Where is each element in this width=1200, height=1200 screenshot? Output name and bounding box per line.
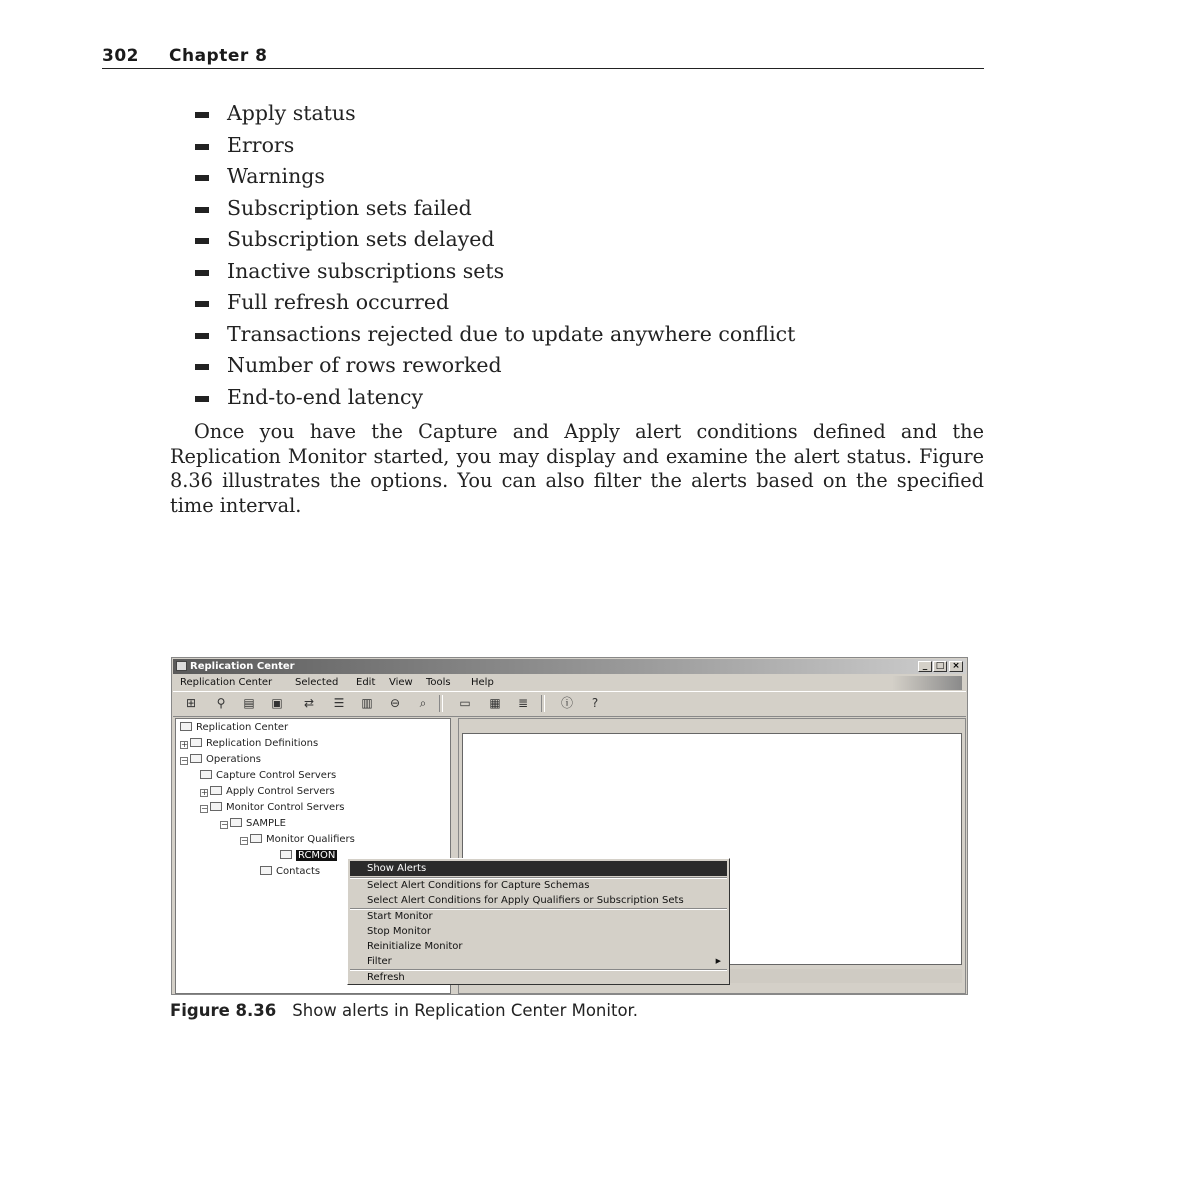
bullet-marker [195, 364, 209, 370]
folder-icon [260, 866, 272, 875]
tree-node-contacts[interactable]: Contacts [260, 865, 320, 879]
menu-replication-center[interactable]: Replication Center [180, 677, 273, 688]
minimize-icon[interactable]: _ [918, 661, 932, 672]
close-icon[interactable]: × [949, 661, 963, 672]
maximize-icon[interactable]: □ [933, 661, 947, 672]
collapse-icon[interactable]: − [201, 804, 208, 813]
menu-item-select-alert-conditions-apply[interactable]: Select Alert Conditions for Apply Qualifiers or Subscription Sets [367, 895, 684, 906]
server-folder-icon [210, 802, 222, 811]
figure-caption [170, 1001, 638, 1020]
toolbar-separator [439, 695, 443, 712]
menu-view[interactable]: View [389, 677, 413, 688]
bullet-marker [195, 301, 209, 307]
context-menu [347, 858, 730, 985]
tree-node-sample[interactable]: − SAMPLE [221, 818, 286, 829]
bullet-marker [195, 207, 209, 213]
list-icon[interactable]: ☰ [333, 696, 345, 710]
help-icon[interactable]: ? [591, 696, 599, 710]
database-icon [230, 818, 242, 827]
list-item: Subscription sets delayed [195, 224, 795, 256]
info-icon[interactable]: ⓘ [560, 696, 573, 710]
tree-node-capture-control-servers[interactable]: Capture Control Servers [200, 769, 336, 783]
folder-icon [190, 754, 202, 763]
list-item: Errors [195, 130, 795, 162]
server-folder-icon [210, 786, 222, 795]
replicate-icon[interactable]: ⇄ [303, 696, 315, 710]
tree-node-replication-definitions[interactable]: + Replication Definitions [181, 738, 319, 749]
running-header [102, 46, 984, 69]
list-view-icon[interactable]: ≣ [517, 696, 529, 710]
body-paragraph: Once you have the Capture and Apply alert conditions defined and the Replication Monitor started, you may display and examine the alert status. Figure 8.36 illustrates the options. You can also filter the alerts based on the specified time interval. [170, 420, 984, 517]
search-icon[interactable]: ⌕ [419, 696, 427, 710]
menu-tools[interactable]: Tools [426, 677, 451, 688]
page-number: 302 [102, 46, 139, 66]
submenu-arrow-icon: ▶ [715, 957, 721, 965]
toolbar-separator [541, 695, 545, 712]
menu-item-select-alert-conditions-capture[interactable]: Select Alert Conditions for Capture Schemas [367, 880, 590, 891]
chapter-title: Chapter 8 [169, 46, 268, 66]
tree-node-operations[interactable]: − Operations [181, 754, 261, 765]
list-item: Full refresh occurred [195, 287, 795, 319]
list-item: Apply status [195, 98, 795, 130]
bullet-marker [195, 333, 209, 339]
menu-item-filter[interactable]: Filter ▶ [367, 956, 721, 967]
bullet-marker [195, 396, 209, 402]
collapse-icon[interactable]: − [221, 820, 228, 829]
bullet-marker [195, 112, 209, 118]
folder-icon[interactable]: ▭ [459, 696, 471, 710]
app-icon [176, 661, 187, 671]
server-folder-icon [200, 770, 212, 779]
server-icon[interactable]: ▤ [243, 696, 255, 710]
list-item: Inactive subscriptions sets [195, 256, 795, 288]
tree-node-replication-center[interactable]: Replication Center [180, 721, 288, 735]
monitor-icon[interactable]: ▥ [361, 696, 373, 710]
bullet-marker [195, 144, 209, 150]
connect-icon[interactable]: ⚲ [216, 696, 226, 710]
menu-item-stop-monitor[interactable]: Stop Monitor [367, 926, 431, 937]
menu-help[interactable]: Help [471, 677, 494, 688]
menu-item-reinitialize-monitor[interactable]: Reinitialize Monitor [367, 941, 463, 952]
toolbar [173, 691, 966, 717]
log-icon[interactable]: ⊖ [389, 696, 401, 710]
bullet-marker [195, 270, 209, 276]
bullet-marker [195, 175, 209, 181]
figure-caption-text: Show alerts in Replication Center Monitor. [292, 1001, 639, 1020]
monitor-icon [280, 850, 292, 859]
list-item: Transactions rejected due to update anywhere conflict [195, 319, 795, 351]
list-item: Subscription sets failed [195, 193, 795, 225]
menu-bar [173, 675, 966, 691]
tree-node-rcmon[interactable]: RCMON [280, 849, 337, 863]
menu-item-refresh[interactable]: Refresh [367, 972, 405, 983]
figure-number: Figure 8.36 [170, 1001, 277, 1020]
folder-icon [180, 722, 192, 731]
tree-node-apply-control-servers[interactable]: + Apply Control Servers [201, 786, 335, 797]
list-item: Warnings [195, 161, 795, 193]
tree-icon[interactable]: ⊞ [185, 696, 197, 710]
details-icon[interactable]: ▦ [489, 696, 501, 710]
folder-icon [190, 738, 202, 747]
window-titlebar [173, 659, 966, 674]
bullet-marker [195, 238, 209, 244]
list-item: Number of rows reworked [195, 350, 795, 382]
menu-selected[interactable]: Selected [295, 677, 339, 688]
expand-icon[interactable]: + [181, 740, 188, 749]
brand-logo [892, 676, 962, 690]
tree-node-monitor-qualifiers[interactable]: − Monitor Qualifiers [241, 834, 355, 845]
expand-icon[interactable]: + [201, 788, 208, 797]
alert-conditions-list [195, 98, 795, 413]
folder-icon [250, 834, 262, 843]
menu-item-start-monitor[interactable]: Start Monitor [367, 911, 433, 922]
tree-node-monitor-control-servers[interactable]: − Monitor Control Servers [201, 802, 345, 813]
list-item: End-to-end latency [195, 382, 795, 414]
collapse-icon[interactable]: − [241, 836, 248, 845]
window-title: Replication Center [190, 661, 295, 672]
database-icon[interactable]: ▣ [271, 696, 283, 710]
menu-edit[interactable]: Edit [356, 677, 376, 688]
collapse-icon[interactable]: − [181, 756, 188, 765]
menu-item-show-alerts[interactable]: Show Alerts [350, 861, 727, 876]
